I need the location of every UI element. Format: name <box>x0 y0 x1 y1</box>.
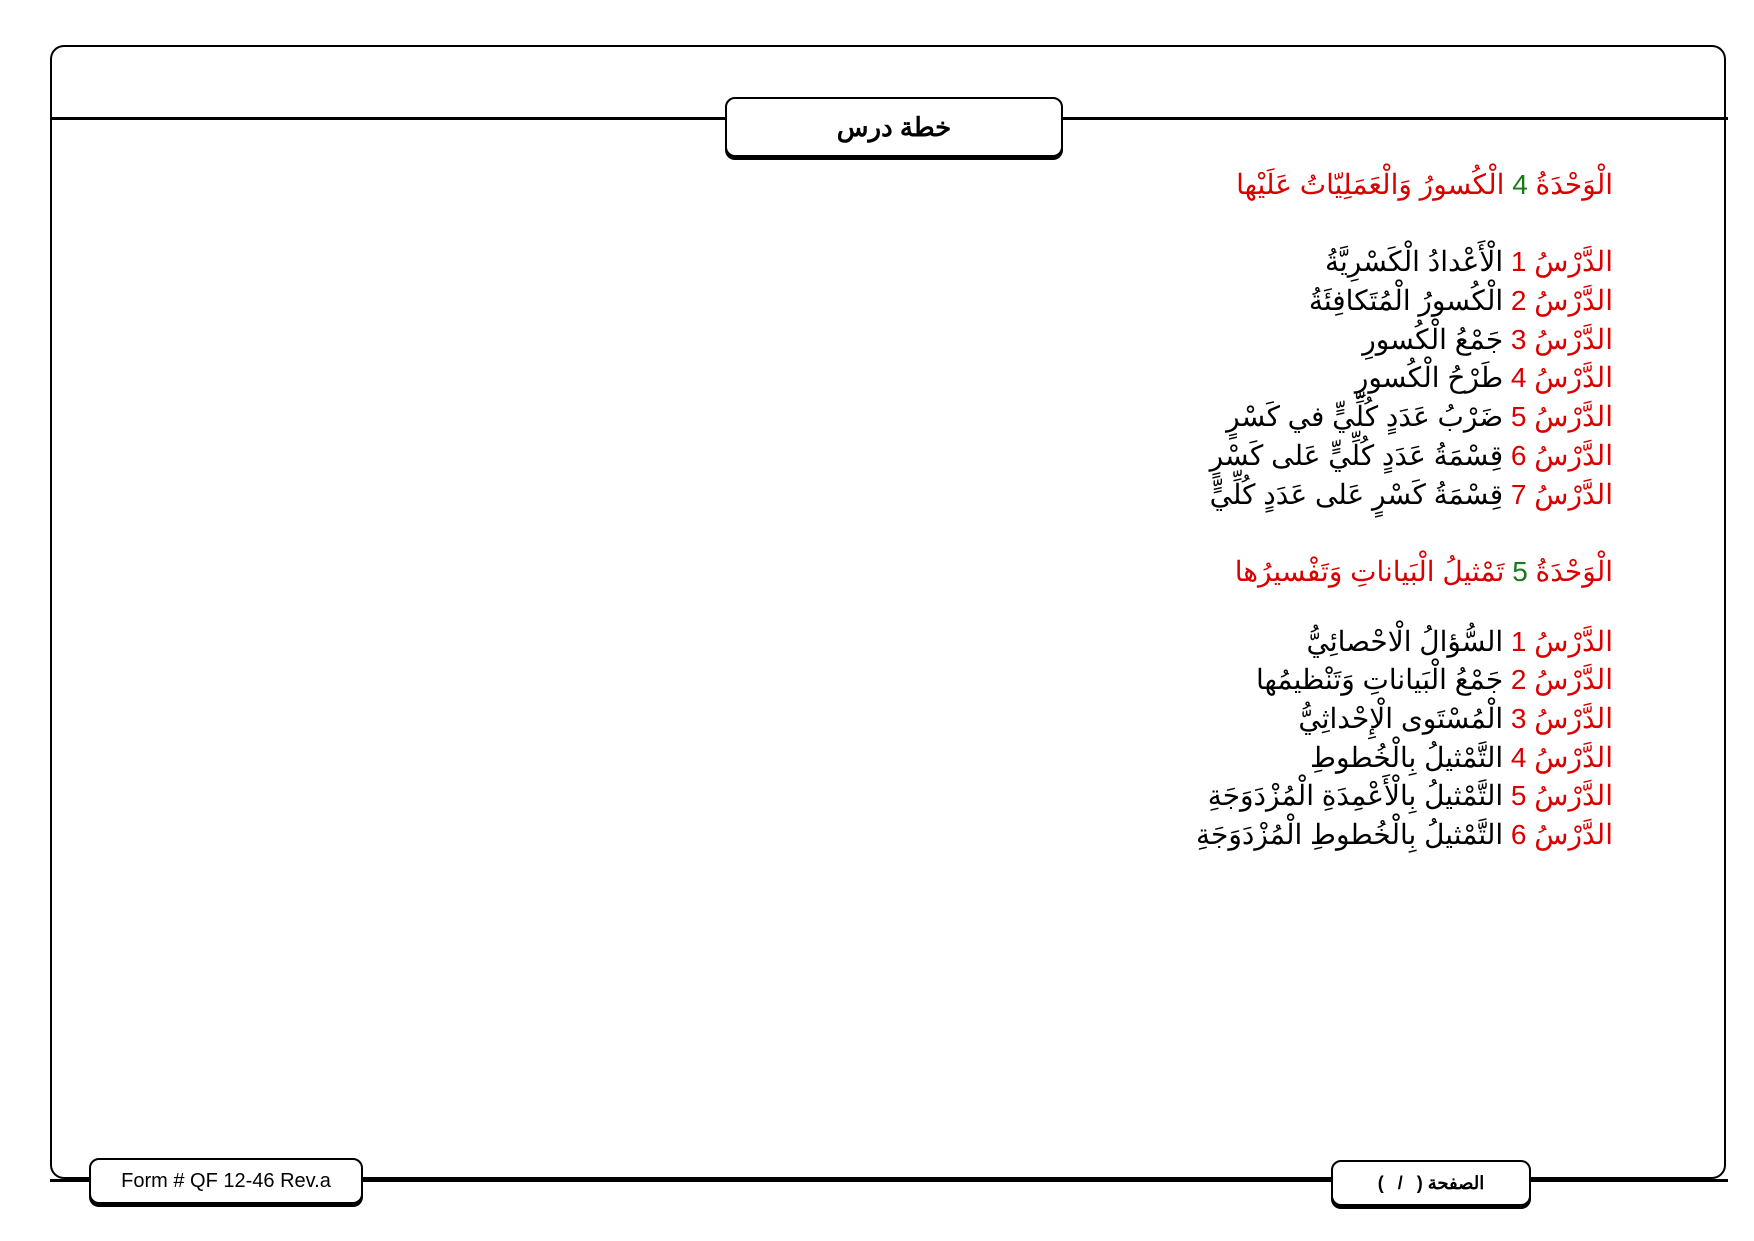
lesson-title: قِسْمَةُ كَسْرٍ عَلى عَدَدٍ كُلِّيٍّ <box>1209 478 1504 510</box>
lesson-number: 4 <box>1510 741 1527 773</box>
lesson-number: 2 <box>1510 285 1527 317</box>
lesson-item <box>1013 437 1613 476</box>
lesson-label: الدَّرْسُ <box>1534 285 1613 317</box>
lesson-number: 7 <box>1510 478 1527 510</box>
lesson-number: 6 <box>1510 819 1527 850</box>
lesson-title: جَمْعُ الْكُسورِ <box>1362 323 1504 355</box>
lesson-label: الدَّرْسُ <box>1534 323 1613 355</box>
page-title: خطة درس <box>725 97 1063 157</box>
lesson-label: الدَّرْسُ <box>1534 439 1613 471</box>
lesson-item <box>1013 700 1613 739</box>
lesson-item <box>1013 359 1613 398</box>
page-label: الصفحة ( <box>1416 1172 1485 1193</box>
lesson-label: الدَّرْسُ <box>1534 362 1613 394</box>
lesson-item <box>1013 739 1613 778</box>
lesson-label: الدَّرْسُ <box>1534 780 1613 812</box>
unit-number: 5 <box>1512 555 1528 587</box>
page-number-box <box>1331 1160 1531 1206</box>
lesson-title: التَّمْثيلُ بِالْخُطوطِ <box>1310 741 1504 773</box>
lesson-title: التَّمْثيلُ بِالْأَعْمِدَةِ الْمُزْدَوَجَةِ <box>1207 780 1504 812</box>
lesson-title: الْأَعْدادُ الْكَسْرِيَّةُ <box>1324 246 1504 278</box>
lesson-label: الدَّرْسُ <box>1534 478 1613 510</box>
lesson-title: الْمُسْتَوى الْإِحْداثِيُّ <box>1298 702 1504 734</box>
lesson-item <box>1013 816 1613 855</box>
lesson-plan-content <box>1013 166 1613 855</box>
lesson-title: قِسْمَةُ عَدَدٍ كُلِّيٍّ عَلى كَسْرٍ <box>1209 439 1504 471</box>
page-close: ) <box>1377 1172 1384 1193</box>
lesson-label: الدَّرْسُ <box>1534 664 1613 696</box>
unit-number: 4 <box>1512 169 1528 200</box>
lesson-item <box>1013 623 1613 662</box>
lesson-title: التَّمْثيلُ بِالْخُطوطِ الْمُزْدَوَجَةِ <box>1196 819 1504 850</box>
lesson-number: 1 <box>1510 246 1527 278</box>
unit-heading <box>1013 553 1613 592</box>
unit-label: الْوَحْدَةُ <box>1535 169 1613 200</box>
lesson-item <box>1013 777 1613 816</box>
lesson-title: جَمْعُ الْبَياناتِ وَتَنْظيمُها <box>1255 664 1504 696</box>
lesson-title: ضَرْبُ عَدَدٍ كُلِّيٍّ في كَسْرٍ <box>1226 401 1504 433</box>
lesson-number: 5 <box>1510 401 1527 433</box>
unit-heading <box>1013 166 1613 205</box>
lesson-item <box>1013 661 1613 700</box>
lesson-label: الدَّرْسُ <box>1534 625 1613 657</box>
unit-title: الْكُسورُ وَالْعَمَلِيّاتُ عَلَيْها <box>1236 169 1505 200</box>
page-separator: / <box>1397 1172 1403 1193</box>
lesson-number: 5 <box>1510 780 1527 812</box>
lesson-title: السُّؤالُ الْاحْصائِيُّ <box>1306 625 1504 657</box>
lesson-label: الدَّرْسُ <box>1534 246 1613 278</box>
lesson-number: 4 <box>1510 362 1527 394</box>
form-code-box <box>89 1158 363 1204</box>
form-code: Form # QF 12-46 Rev.a <box>121 1169 331 1192</box>
lesson-number: 6 <box>1510 439 1527 471</box>
lesson-number: 3 <box>1510 323 1527 355</box>
lesson-title: طَرْحُ الْكُسورِ <box>1354 362 1504 394</box>
lesson-number: 3 <box>1510 702 1527 734</box>
unit-title: تَمْثيلُ الْبَياناتِ وَتَفْسيرُها <box>1234 555 1505 587</box>
lesson-item <box>1013 243 1613 282</box>
lesson-item <box>1013 476 1613 515</box>
lesson-label: الدَّرْسُ <box>1534 401 1613 433</box>
unit-label: الْوَحْدَةُ <box>1535 555 1613 587</box>
lesson-number: 2 <box>1510 664 1527 696</box>
lesson-number: 1 <box>1510 625 1527 657</box>
lesson-item <box>1013 282 1613 321</box>
lesson-label: الدَّرْسُ <box>1534 741 1613 773</box>
lesson-label: الدَّرْسُ <box>1534 819 1613 850</box>
lesson-item <box>1013 321 1613 360</box>
lesson-item <box>1013 398 1613 437</box>
lesson-title: الْكُسورُ الْمُتَكافِئَةُ <box>1308 285 1504 317</box>
lesson-label: الدَّرْسُ <box>1534 702 1613 734</box>
